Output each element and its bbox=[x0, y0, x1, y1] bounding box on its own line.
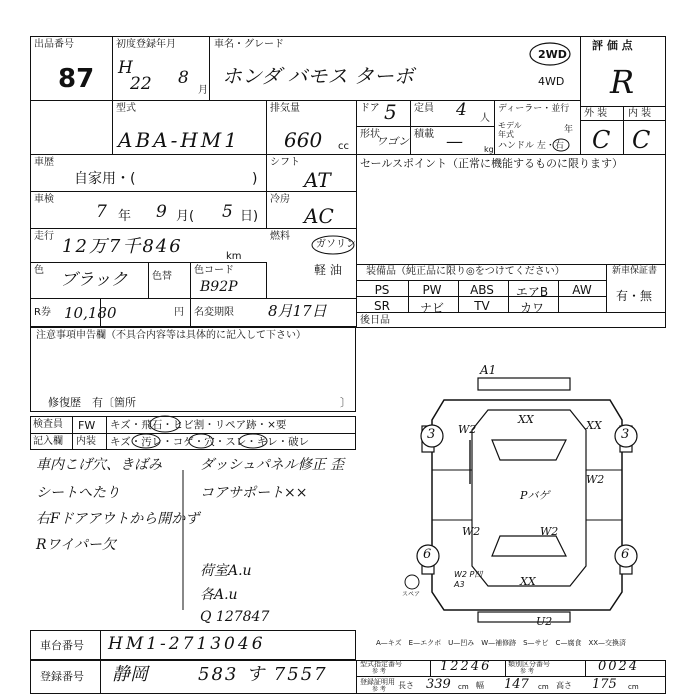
notes-divider bbox=[182, 470, 184, 610]
aircon-value: AC bbox=[304, 204, 334, 228]
tire-mark-fl: 3 bbox=[427, 427, 436, 442]
load-label: 積載 bbox=[414, 129, 434, 140]
chassis-label: 車台番号 bbox=[40, 639, 84, 652]
first-reg-label: 初度登録年月 bbox=[116, 39, 176, 50]
mileage-label: 走行 bbox=[34, 231, 54, 242]
mark-rear: XX bbox=[520, 575, 536, 588]
equip-navi: ナビ bbox=[419, 301, 444, 315]
mark-right-fender: XX bbox=[586, 419, 602, 432]
exterior-grade: C bbox=[592, 126, 611, 154]
length-value: 339 bbox=[426, 677, 451, 692]
inspection-year: 7 bbox=[96, 202, 107, 222]
doors-value: 5 bbox=[384, 100, 397, 124]
first-reg-year: 22 bbox=[130, 74, 152, 94]
length-unit: cm bbox=[458, 683, 469, 691]
cert-ref-label: 参 考 bbox=[372, 686, 386, 693]
first-reg-era: H bbox=[118, 58, 133, 78]
mark-bumper-rear: U2 bbox=[536, 615, 553, 628]
name-change-value: 8月17日 bbox=[268, 302, 327, 320]
fw-items: キズ・飛石・ヒビ割・リペア跡・×要 bbox=[110, 419, 287, 431]
mileage-value: 12万7千846 bbox=[62, 236, 183, 257]
note-line-4: Rワイパー欠 bbox=[36, 537, 116, 553]
int-label: 内装 bbox=[76, 436, 96, 447]
equip-ps: PS bbox=[374, 283, 390, 297]
inspection-year-unit: 年 bbox=[118, 209, 132, 224]
note-line-1: 車内こげ穴、きばみ bbox=[36, 457, 162, 473]
fw-label: FW bbox=[78, 419, 96, 432]
warranty-value: 有・無 bbox=[616, 289, 653, 303]
handle-right-circle-icon bbox=[551, 137, 571, 153]
class-number: 0024 bbox=[598, 659, 640, 674]
interior-label: 内 装 bbox=[628, 108, 652, 119]
warranty-label: 新車保証書 bbox=[612, 266, 658, 276]
diagram-front-label: A1 bbox=[480, 363, 497, 377]
lot-no-label: 出品番号 bbox=[34, 39, 74, 50]
equip-sr: SR bbox=[374, 299, 390, 313]
aircon-label: 冷房 bbox=[270, 194, 290, 205]
drive-circle-icon bbox=[528, 40, 572, 66]
rating-label: 評 価 点 bbox=[592, 39, 633, 52]
fuel-gas: ガソリン bbox=[316, 239, 356, 250]
class-ref-label: 参 考 bbox=[520, 668, 534, 675]
notes-label: 注意事項申告欄（不具合内容等は具体的に記入して下さい） bbox=[36, 330, 306, 341]
displacement-unit: cc bbox=[338, 141, 349, 152]
mark-left-rear: W2 P凹A3 bbox=[454, 570, 483, 589]
first-reg-month-unit: 月 bbox=[198, 85, 208, 96]
interior-grade: C bbox=[632, 126, 651, 154]
equipment-label: 装備品（純正品に限り◎をつけてください） bbox=[366, 266, 565, 277]
capacity-value: 4 bbox=[456, 100, 467, 120]
year-unit: 年 bbox=[564, 125, 574, 135]
rating-note-1: 荷室A.u bbox=[200, 563, 252, 579]
inspection-day-unit: 日) bbox=[240, 209, 259, 224]
equip-airbag: エアB bbox=[515, 285, 549, 299]
capacity-unit: 人 bbox=[480, 113, 490, 124]
length-label: 長さ bbox=[398, 681, 414, 690]
model-value: ABA-HM1 bbox=[118, 128, 240, 152]
rear-items-label: 後日品 bbox=[360, 315, 390, 326]
type-ref-label: 参 考 bbox=[372, 668, 386, 675]
history-value: 自家用・( bbox=[74, 171, 136, 187]
name-change-label: 名変期限 bbox=[194, 307, 234, 318]
note-line-2: シートへたり bbox=[36, 485, 120, 501]
rating-note-3: Q 127847 bbox=[200, 609, 270, 625]
fuel-light: 軽 油 bbox=[314, 263, 342, 277]
history-close: ) bbox=[252, 171, 258, 187]
spare-label: スペア bbox=[402, 591, 421, 598]
drive-4wd: 4WD bbox=[538, 75, 565, 88]
inspection-day: 5 bbox=[222, 202, 233, 222]
chip-circle-icon bbox=[148, 415, 182, 433]
repair-close: 〕 bbox=[340, 396, 351, 409]
car-name-label: 車名・グレード bbox=[214, 39, 284, 50]
mark-right-door: W2 bbox=[586, 473, 605, 486]
chassis-value: HM1-2713046 bbox=[108, 634, 266, 654]
cert-label: 登録証明用 bbox=[360, 678, 395, 686]
car-name: ホンダ バモス ターボ bbox=[222, 64, 414, 88]
class-label: 類別区分番号 bbox=[508, 660, 550, 668]
recycle-label: R券 bbox=[34, 307, 51, 318]
body-shape-value: ワゴン bbox=[376, 135, 409, 148]
mark-left-front: W2 bbox=[458, 423, 477, 436]
shift-value: AT bbox=[304, 168, 331, 192]
diagram-legend: A—キズ E—エクボ U—凹み W—補修跡 S—サビ C—腐食 XX—交換済 bbox=[376, 639, 627, 647]
color-label: 色 bbox=[34, 265, 44, 276]
drive-2wd: 2WD bbox=[538, 48, 567, 61]
inspection-label: 車検 bbox=[34, 194, 54, 205]
model-year-label: モデル年式 bbox=[498, 121, 522, 139]
mark-left-door: W2 bbox=[462, 525, 481, 538]
equip-pw: PW bbox=[422, 283, 442, 297]
tire-mark-rl: 6 bbox=[423, 547, 432, 562]
windshield bbox=[492, 440, 566, 460]
load-unit: kg bbox=[484, 145, 494, 154]
inspector-label: 検査員 bbox=[33, 419, 63, 430]
capacity-label: 定員 bbox=[414, 103, 434, 114]
rear-bumper bbox=[478, 612, 570, 622]
entry-label: 記入欄 bbox=[33, 436, 63, 447]
interior-circles-icon bbox=[130, 432, 270, 450]
recycle-unit: 円 bbox=[174, 307, 184, 318]
note-right-2: コアサポート×× bbox=[200, 485, 308, 501]
mark-roof: Pバゲ bbox=[520, 489, 550, 502]
load-value: — bbox=[446, 132, 463, 152]
inspection-month: 9 bbox=[156, 202, 167, 222]
rating-value: R bbox=[610, 63, 635, 101]
spare-tire-icon bbox=[405, 575, 419, 589]
repair-label: 修復歴 有〔箇所 bbox=[48, 396, 136, 409]
width-unit: cm bbox=[538, 683, 549, 691]
first-reg-month: 8 bbox=[178, 68, 189, 88]
model-label: 型式 bbox=[116, 103, 136, 114]
fuel-gas-circle-icon bbox=[310, 234, 356, 256]
body-shape-label: 形状 bbox=[360, 129, 380, 140]
height-label: 高さ bbox=[556, 681, 572, 690]
handle-label: ハンドル 左・右 bbox=[498, 141, 564, 151]
inspection-month-unit: 月( bbox=[176, 209, 195, 224]
front-bumper bbox=[478, 378, 570, 390]
note-right-1: ダッシュパネル修正 歪 bbox=[200, 457, 345, 473]
reg-area: 静岡 bbox=[112, 664, 148, 685]
color-code-value: B92P bbox=[200, 279, 238, 295]
width-label: 幅 bbox=[476, 681, 484, 690]
displacement-value: 660 bbox=[284, 128, 323, 152]
color-value: ブラック bbox=[60, 270, 128, 290]
int-items: キズ・汚レ・コゲ・穴・スレ・キレ・破レ bbox=[110, 436, 310, 448]
sales-point-label: セールスポイント（正常に機能するものに限ります） bbox=[360, 157, 624, 170]
mark-right-slide: W2 bbox=[540, 525, 559, 538]
reg-number: 583 す 7557 bbox=[198, 664, 328, 685]
mileage-unit: km bbox=[226, 251, 242, 262]
history-label: 車歴 bbox=[34, 157, 54, 168]
height-unit: cm bbox=[628, 683, 639, 691]
type-designation-label: 型式指定番号 bbox=[360, 660, 402, 668]
note-line-3: 右Fドアアウトから開かず bbox=[36, 511, 200, 527]
rating-note-2: 各A.u bbox=[200, 587, 238, 603]
equip-abs: ABS bbox=[470, 283, 494, 297]
shift-label: シフト bbox=[270, 157, 300, 168]
tire-mark-rr: 6 bbox=[621, 547, 630, 562]
recycle-value: 10,180 bbox=[64, 304, 117, 322]
tire-mark-fr: 3 bbox=[621, 427, 630, 442]
width-value: 147 bbox=[504, 677, 529, 692]
reg-label: 登録番号 bbox=[40, 670, 84, 683]
mark-hood: XX bbox=[518, 413, 534, 426]
equip-leather: カワ bbox=[519, 301, 544, 315]
fuel-label: 燃料 bbox=[270, 231, 290, 242]
height-value: 175 bbox=[592, 677, 617, 692]
rear-window bbox=[492, 536, 566, 556]
displacement-label: 排気量 bbox=[270, 103, 300, 114]
equip-tv: TV bbox=[474, 299, 490, 313]
dealer-label: ディーラー・並行 bbox=[498, 104, 570, 114]
repaint-label: 色替 bbox=[152, 271, 172, 282]
equip-aw: AW bbox=[572, 283, 592, 297]
exterior-label: 外 装 bbox=[584, 108, 608, 119]
type-designation: 12246 bbox=[440, 659, 492, 674]
doors-label: ドア bbox=[360, 103, 380, 114]
color-code-label: 色コード bbox=[194, 265, 234, 276]
lot-no: 87 bbox=[58, 64, 95, 94]
